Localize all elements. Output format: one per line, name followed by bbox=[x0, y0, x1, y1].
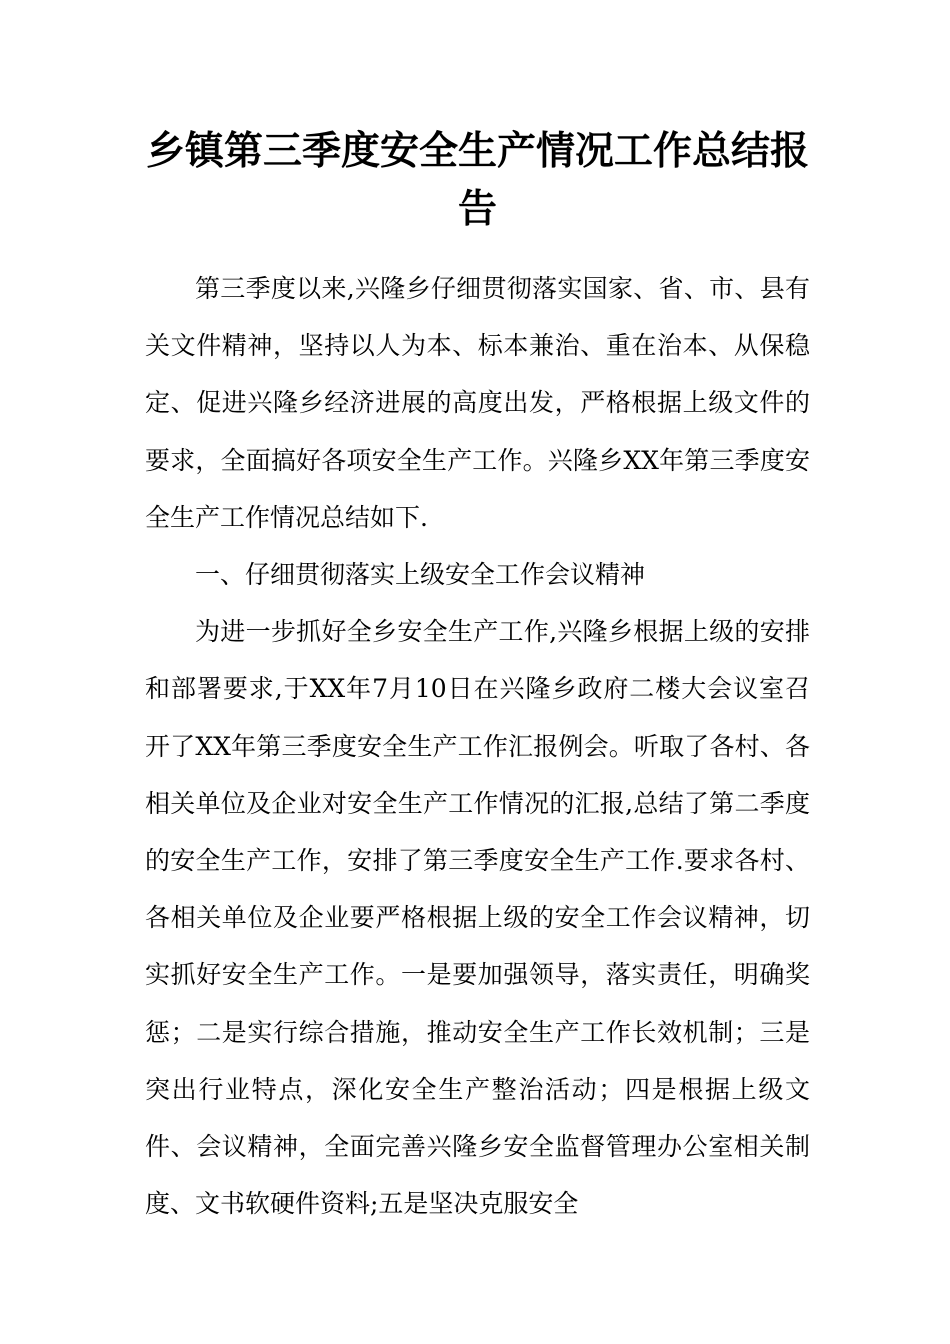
paragraph-section-1: 为进一步抓好全乡安全生产工作,兴隆乡根据上级的安排和部署要求,于XX年7月10日在兴隆乡政府二楼大会议室召开了XX年第三季度安全生产工作汇报例会。听取了各村、各相关单位及企业对安全生产工作情况的汇报,总结了第二季度的安全生产工作，安排了第三季度安全生产工作.要求各村、各相关单位及企业要严格根据上级的安全工作会议精神，切实抓好安全生产工作。一是要加强领导，落实责任，明确奖惩；二是实行综合措施，推动安全生产工作长效机制；三是突出行业特点，深化安全生产整治活动；四是根据上级文件、会议精神，全面完善兴隆乡安全监督管理办公室相关制度、文书软硬件资料;五是坚决克服安全 bbox=[145, 617, 810, 1219]
document-title: 乡镇第三季度安全生产情况工作总结报告 bbox=[145, 128, 809, 232]
section-heading-1: 一、仔细贯彻落实上级安全工作会议精神 bbox=[195, 560, 646, 590]
paragraph-intro: 第三季度以来,兴隆乡仔细贯彻落实国家、省、市、县有关文件精神，坚持以人为本、标本兼治、重在治本、从保稳定、促进兴隆乡经济进展的高度出发，严格根据上级文件的要求，全面搞好各项安全生产工作。兴隆乡XX年第三季度安全生产工作情况总结如下. bbox=[145, 274, 810, 532]
